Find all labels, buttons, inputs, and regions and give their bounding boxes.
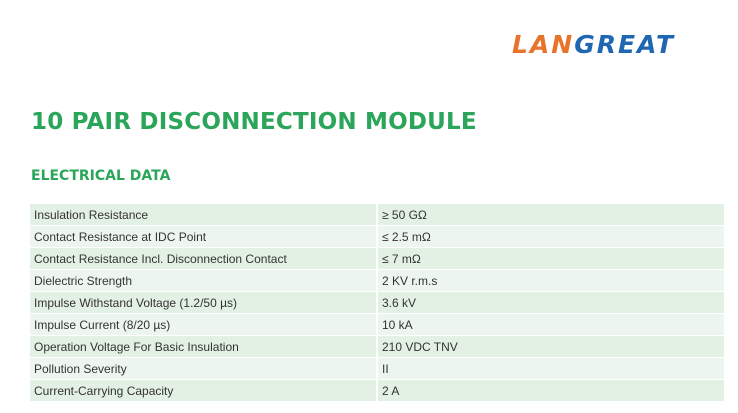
section-title-electrical-data: ELECTRICAL DATA [31,168,171,184]
row-label: Insulation Resistance [30,204,376,226]
table-row [30,248,724,270]
row-label: Pollution Severity [30,358,376,380]
table-row [30,204,724,226]
logo-text-great: GREAT [574,30,676,59]
row-label: Current-Carrying Capacity [30,380,376,402]
row-value: ≥ 50 GΩ [376,204,724,226]
row-label: Impulse Withstand Voltage (1.2/50 µs) [30,292,376,314]
row-value: ≤ 7 mΩ [376,248,724,270]
row-value: 210 VDC TNV [376,336,724,358]
table-row [30,226,724,248]
table-row [30,270,724,292]
row-value: 2 KV r.m.s [376,270,724,292]
langreat-logo [512,29,675,61]
row-value: 10 kA [376,314,724,336]
row-label: Operation Voltage For Basic Insulation [30,336,376,358]
row-label: Impulse Current (8/20 µs) [30,314,376,336]
table-row [30,380,724,402]
logo-text-lan: LAN [512,30,575,59]
row-value: II [376,358,724,380]
row-value: 2 A [376,380,724,402]
row-value: 3.6 kV [376,292,724,314]
table-row [30,292,724,314]
row-label: Dielectric Strength [30,270,376,292]
row-label: Contact Resistance Incl. Disconnection Contact [30,248,376,270]
page-title: 10 PAIR DISCONNECTION MODULE [31,109,477,135]
table-row [30,314,724,336]
row-value: ≤ 2.5 mΩ [376,226,724,248]
electrical-data-table [30,204,724,402]
table-row [30,358,724,380]
table-row [30,336,724,358]
row-label: Contact Resistance at IDC Point [30,226,376,248]
